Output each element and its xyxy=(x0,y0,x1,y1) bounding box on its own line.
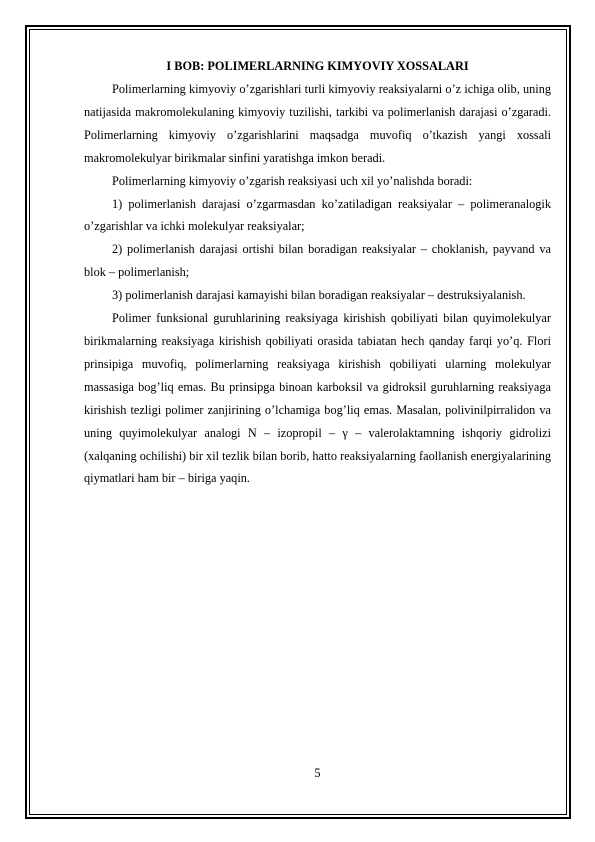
paragraph-directions: Polimerlarning kimyoviy o’zgarish reaksiyasi uch xil yo’nalishda boradi: xyxy=(112,173,473,188)
list-item-2: 2) polimerlanish darajasi ortishi bilan boradigan reaksiyalar – choklanish, payvand va blok – polimerlanish; xyxy=(84,242,551,280)
paragraph-intro: Polimerlarning kimyoviy o’zgarishlari turli kimyoviy reaksiyalarni o’z ichiga olib, uning natijasida makromolekulaning kimyoviy tuzilishi, tarkibi va polimerlanish darajasi o’zgaradi. Polimerlarning kimyoviy o’zgarishlarini maqsadga muvofiq o’tkazish yangi xossali makromolekulyar birikmalar sinfini yaratishga imkon beradi. xyxy=(84,82,551,165)
list-item-3: 3) polimerlanish darajasi kamayishi bilan boradigan reaksiyalar – destruksiyalanish. xyxy=(112,288,526,303)
paragraph-flory-principle: Polimer funksional guruhlarining reaksiyaga kirishish qobiliyati bilan quyimolekulyar birikmalarning reaksiyaga kirishish qobiliyati orasida tabiatan hech qanday farqi yo’q. Flori prinsipiga muvofiq, polimerlarning reaksiyaga kirishish qobiliyati ularning molekulyar massasiga bog’liq emas. Bu prinsipga binoan karboksil va gidroksil guruhlarning reaksiyaga kirishish tezligi polimer zanjirining o’lchamiga bog’liq emas. Masalan, polivinilpirralidon va uning quyimolekulyar analogi N – izopropil – γ – valerolaktamning ishqoriy gidrolizi (xalqaning ochilishi) bir xil tezlik bilan borib, hatto reaksiyalarning faollanish energiyalarining qiymatlari ham bir – biriga yaqin. xyxy=(84,311,551,486)
page-number: 5 xyxy=(314,766,321,780)
chapter-title: I BOB: POLIMERLARNING KIMYOVIY XOSSALARI xyxy=(166,59,469,73)
list-item-1: 1) polimerlanish darajasi o’zgarmasdan ko’zatiladigan reaksiyalar – polimeranalogik o’zgarishlar va ichki molekulyar reaksiyalar; xyxy=(84,196,551,234)
document-body xyxy=(84,55,551,490)
